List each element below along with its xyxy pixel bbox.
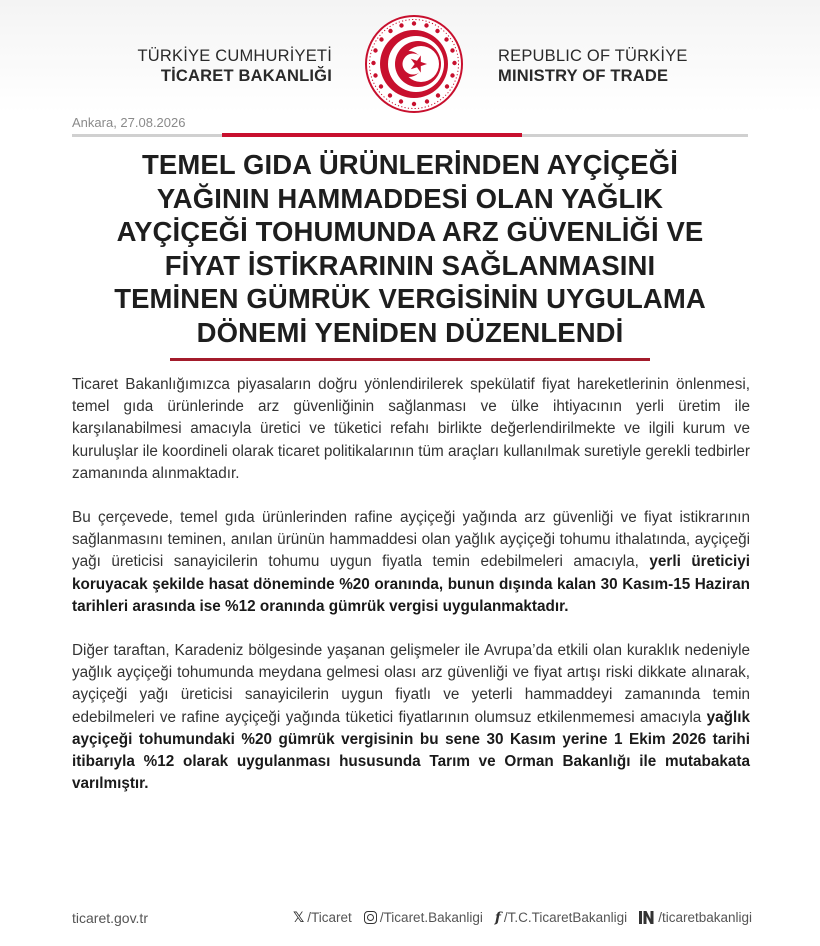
title-line: AYÇİÇEĞİ TOHUMUNDA ARZ GÜVENLİĞİ VE bbox=[116, 216, 704, 247]
ministry-seal-icon bbox=[364, 14, 464, 114]
letterhead-en-line1: REPUBLIC OF TÜRKİYE bbox=[498, 47, 688, 65]
instagram-icon bbox=[364, 911, 377, 924]
paragraph-2-text: Bu çerçevede, temel gıda ürünlerinden rafine ayçiçeği yağında arz güvenliği ve fiyat istikrarının sağlanmasını teminen, anılan ürünün hammaddesi olan yağlık ayçiçeği tohumu ithalatında, ayçiçeği yağı üreticisi sanayicilerin tohumu uygun fiyatla temin edebilmeleri amacıyla, bbox=[72, 509, 750, 571]
x-handle: /Ticaret bbox=[307, 910, 352, 925]
title-line: TEMİNEN GÜMRÜK VERGİSİNİN UYGULAMA bbox=[114, 283, 706, 314]
x-link[interactable] bbox=[293, 909, 352, 926]
letterhead-tr-line2: TİCARET BAKANLIĞI bbox=[160, 67, 332, 85]
title-underline bbox=[170, 358, 650, 361]
website-link[interactable]: ticaret.gov.tr bbox=[72, 910, 148, 926]
nsosyal-link[interactable] bbox=[639, 910, 752, 925]
instagram-handle: /Ticaret.Bakanligi bbox=[379, 910, 483, 925]
letterhead-english bbox=[498, 46, 688, 86]
social-links bbox=[293, 909, 752, 926]
press-release-body bbox=[72, 374, 750, 817]
paragraph-3-text: Diğer taraftan, Karadeniz bölgesinde yaşanan gelişmeler ile Avrupa’da etkili olan kuraklık nedeniyle yağlık ayçiçeği tohumunda meydana gelmesi olası arz güvenliği ve fiyat artışı riski dikkate alınarak, ayçiçeği yağı üreticisi sanayicilerin uygun fiyatlı ve yeterli hammaddeyi zamanında temin edebilmeleri ve rafine ayçiçeği yağında tüketici fiyatlarının olumsuz etkilenmemesi amacıyla bbox=[72, 642, 750, 726]
title-line: YAĞININ HAMMADDESİ OLAN YAĞLIK bbox=[156, 182, 664, 214]
nsosyal-handle: /ticaretbakanligi bbox=[658, 910, 752, 925]
footer bbox=[72, 907, 752, 929]
letterhead-tr-line1: TÜRKİYE CUMHURİYETİ bbox=[137, 47, 332, 65]
facebook-link[interactable] bbox=[495, 910, 627, 926]
facebook-icon: f bbox=[494, 909, 501, 926]
title-line: TEMEL GIDA ÜRÜNLERİNDEN AYÇİÇEĞİ bbox=[142, 149, 678, 180]
paragraph-2 bbox=[72, 507, 750, 618]
paragraph-3-bold: yağlık ayçiçeği tohumundaki %20 gümrük vergisinin bu sene 30 Kasım yerine 1 Ekim 2026 tarihi itibarıyla %12 olarak uygulanması hususunda Tarım ve Orman Bakanlığı ile mutabakata varılmıştır. bbox=[72, 708, 750, 793]
title-line: FİYAT İSTİKRARININ SAĞLANMASINI bbox=[164, 249, 656, 281]
title-line: DÖNEMİ YENİDEN DÜZENLENDİ bbox=[196, 316, 624, 348]
letterhead-turkish bbox=[138, 46, 332, 86]
dateline: Ankara, 27.08.2026 bbox=[72, 115, 186, 130]
facebook-handle: /T.C.TicaretBakanligi bbox=[503, 910, 628, 925]
paragraph-3 bbox=[72, 640, 750, 795]
header-divider-accent bbox=[222, 133, 522, 137]
instagram-link[interactable] bbox=[364, 910, 483, 925]
paragraph-2-bold: yerli üreticiyi koruyacak şekilde hasat döneminde %20 oranında, bunun dışında kalan 30 Kasım-15 Haziran tarihleri arasında ise %12 oranında gümrük vergisi uygulanmaktadır. bbox=[72, 553, 750, 615]
letterhead bbox=[0, 14, 820, 114]
press-release-title bbox=[60, 148, 760, 349]
letterhead-en-line2: MINISTRY OF TRADE bbox=[498, 67, 669, 85]
x-icon: 𝕏 bbox=[293, 909, 305, 925]
nsosyal-icon bbox=[639, 911, 655, 924]
paragraph-1: Ticaret Bakanlığımızca piyasaların doğru yönlendirilerek spekülatif fiyat hareketlerinin önlenmesi, temel gıda ürünlerinde arz güvenliğinin sağlanması ve ülke ihtiyacının yerli üretim ile karşılanabilmesi amacıyla üretici ve tüketici refahı birlikte değerlendirilmekte ve ilgili kurum ve kuruluşlar ile koordineli olarak ticaret politikalarının tüm araçları kullanılmak suretiyle gerekli tedbirler zamanında alınmaktadır. bbox=[72, 376, 750, 482]
